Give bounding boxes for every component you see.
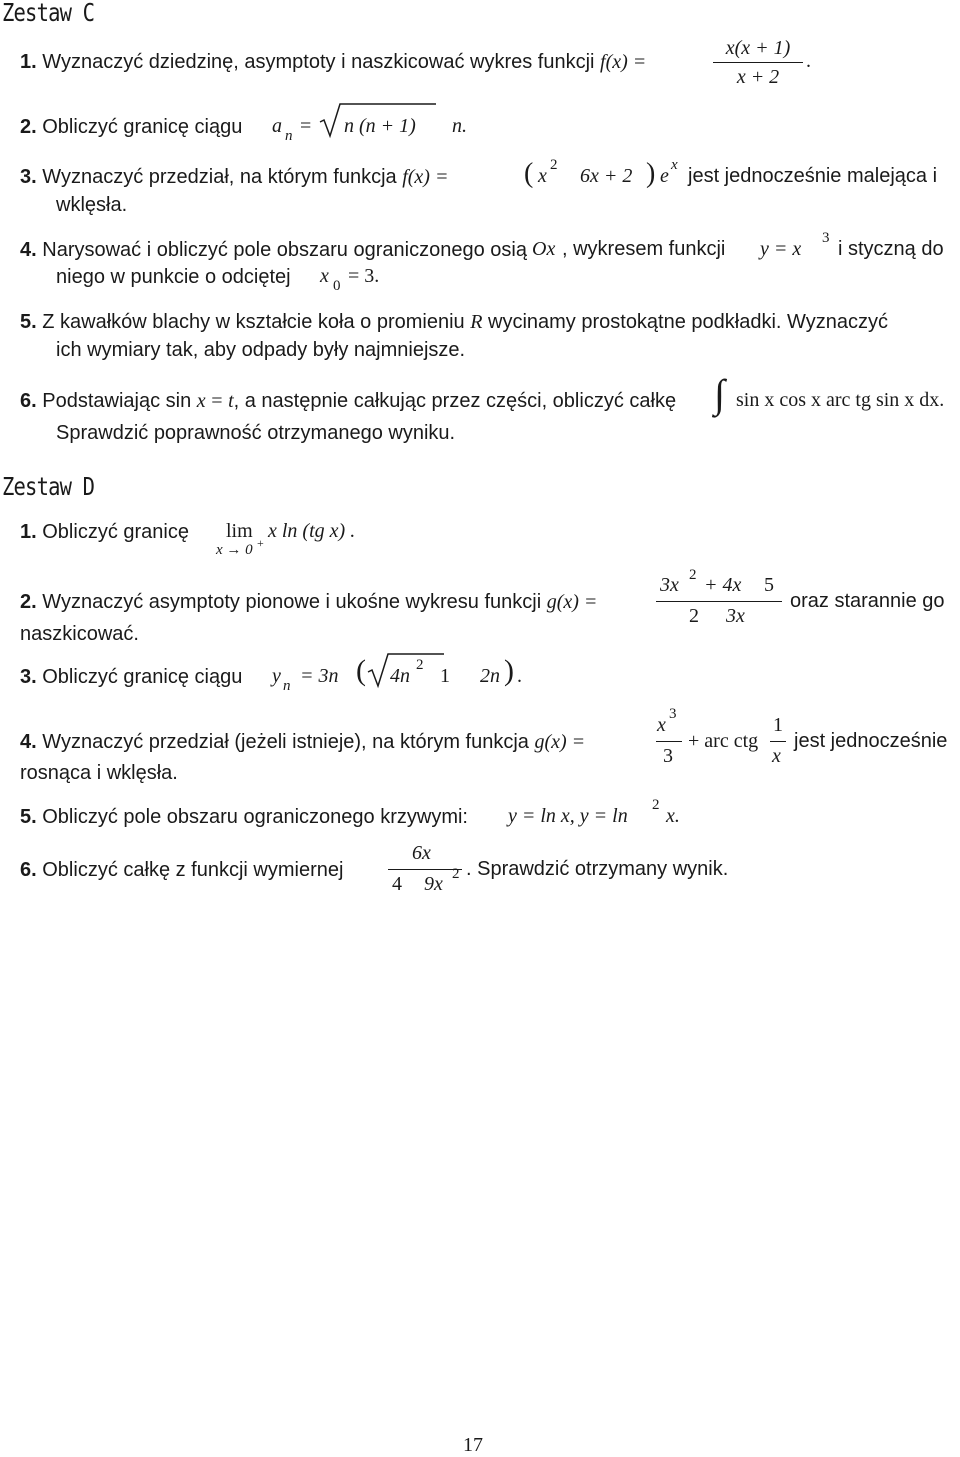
problem-d5 [20, 805, 468, 829]
math-rest: n. [452, 115, 467, 137]
fraction-bar [388, 869, 462, 870]
problem-text: Wyznaczyć przedział (jeżeli istnieje), na którym funkcja [42, 731, 529, 753]
fraction-bar [656, 601, 782, 602]
math-eq: = 3n [300, 665, 339, 687]
fraction-numerator: 1 [773, 714, 783, 736]
problem-text: Z kawałków blachy w kształcie koła o promieniu [42, 311, 465, 333]
math-subscript: n [283, 678, 291, 694]
lim-subscript-sup: + [257, 536, 264, 550]
radicand-tail: 1 [440, 665, 450, 687]
problem-c2 [20, 115, 242, 139]
math-superscript: 3 [669, 706, 677, 722]
problem-d1 [20, 520, 189, 544]
problem-text: Wyznaczyć dziedzinę, asymptoty i naszkicować wykres funkcji [42, 51, 595, 73]
fraction-denominator: x [772, 745, 781, 767]
problem-number: 5. [20, 806, 37, 828]
math-lhs: y [272, 665, 281, 687]
problem-d3 [20, 665, 242, 689]
fraction-numerator: x [657, 714, 666, 736]
math-x: x [538, 165, 547, 187]
math-superscript: 2 [550, 157, 558, 173]
problem-text-line2: wklęsła. [56, 194, 128, 216]
math-superscript: 2 [452, 866, 460, 882]
problem-text-tail: wycinamy prostokątne podkładki. Wyznaczyć [488, 311, 888, 333]
period: . [806, 50, 811, 72]
math-plus-arcctg: + arc ctg [688, 730, 759, 752]
math-eq: = [211, 390, 223, 412]
problem-text: niego w punkcie o odciętej [56, 266, 291, 288]
math-value: = 3. [348, 265, 380, 287]
math-superscript: x [671, 157, 678, 173]
period: . [517, 665, 522, 687]
math-t: t [228, 390, 234, 412]
math-y-eq: y = x [760, 238, 802, 260]
fraction-denominator: x + 2 [736, 66, 780, 88]
problem-text: Narysować i obliczyć pole obszaru ograniczonego osią [42, 239, 527, 261]
math-x: x [196, 390, 206, 412]
problem-d2 [20, 590, 597, 614]
problem-text: Obliczyć granicę ciągu [42, 666, 243, 688]
math-lhs: f(x) = [402, 166, 449, 188]
problem-text-tail: i styczną do [838, 238, 944, 260]
problem-text: Wyznaczyć przedział, na którym funkcja [42, 166, 397, 188]
lim: lim [226, 520, 253, 542]
math-expr: x ln (tg x) . [268, 520, 356, 542]
problem-number: 1. [20, 521, 37, 543]
fraction-bar [713, 62, 803, 63]
problem-text: Obliczyć całkę z funkcji wymiernej [42, 859, 344, 881]
left-paren: ( [356, 654, 366, 687]
lim-subscript: x → 0 [216, 542, 253, 558]
problem-text: Obliczyć granicę ciągu [42, 116, 243, 138]
problem-text: Podstawiając sin [42, 390, 192, 412]
math-curves: x. [666, 805, 680, 827]
math-superscript: 3 [822, 230, 830, 246]
math-lhs: g(x) = [534, 731, 586, 753]
fraction-denominator: 4 [392, 873, 402, 895]
fraction-denominator: 9x [424, 873, 443, 895]
problem-text: Wyznaczyć asymptoty pionowe i ukośne wykresu funkcji [42, 591, 542, 613]
radicand: 4n [390, 665, 410, 687]
problem-c3 [20, 165, 448, 189]
problem-number: 6. [20, 859, 37, 881]
fraction-d4-b [770, 714, 786, 770]
problem-number: 4. [20, 239, 37, 261]
problem-text-line2: Sprawdzić poprawność otrzymanego wyniku. [56, 422, 456, 444]
fraction-d2 [656, 567, 782, 630]
fraction-denominator: 3x [726, 605, 745, 627]
math-lhs: f(x) = [600, 51, 647, 73]
fraction-numerator: 6x [412, 842, 431, 864]
fraction-numerator: 3x [660, 574, 679, 596]
math-e: e [660, 165, 669, 187]
math-subscript: n [285, 128, 293, 144]
integrand: sin x cos x arc tg sin x dx. [736, 389, 945, 411]
math-r: R [470, 311, 483, 333]
problem-text-line2: naszkicować. [20, 623, 139, 645]
problem-text-tail: jest jednocześnie [794, 730, 948, 752]
problem-number: 3. [20, 166, 37, 188]
problem-c1 [20, 50, 646, 74]
heading-set-c: Zestaw C [2, 0, 95, 27]
problem-text-line2: ich wymiary tak, aby odpady były najmniejsze. [56, 339, 466, 361]
problem-text: , wykresem funkcji [562, 238, 726, 260]
problem-d4 [20, 730, 585, 754]
problem-text-tail: oraz starannie go [790, 590, 945, 612]
fraction-bar [770, 741, 786, 742]
heading-set-d: Zestaw D [2, 472, 95, 501]
math-eq: = [300, 115, 312, 137]
problem-d6 [20, 858, 343, 882]
fraction-numerator: 5 [764, 574, 774, 596]
problem-text: , a następnie całkując przez części, obliczyć całkę [233, 390, 677, 412]
problem-number: 2. [20, 116, 37, 138]
problem-number: 1. [20, 51, 37, 73]
math-curves: y = ln x, y = ln [508, 805, 628, 827]
fraction-numerator: x(x + 1) [725, 37, 791, 59]
fraction-numerator: + 4x [704, 574, 742, 596]
fraction-denominator: 2 [689, 605, 699, 627]
fraction-denominator: 3 [663, 745, 673, 767]
page-number: 17 [463, 1434, 483, 1456]
problem-text-tail: jest jednocześnie malejąca i [688, 165, 938, 187]
math-ox: Ox [532, 238, 556, 260]
fraction-d6 [388, 842, 462, 898]
math-expr: 6x + 2 [580, 165, 633, 187]
problem-number: 5. [20, 311, 37, 333]
right-paren: ) [646, 158, 656, 189]
problem-text: Obliczyć granicę [42, 521, 189, 543]
problem-c4 [20, 238, 527, 262]
fraction-d4-a [656, 706, 682, 770]
problem-number: 3. [20, 666, 37, 688]
math-rest: 2n [480, 665, 500, 687]
problem-text: Obliczyć pole obszaru ograniczonego krzywymi: [42, 806, 468, 828]
math-superscript: 2 [652, 797, 660, 813]
problem-c6 [20, 389, 676, 413]
math-superscript: 2 [689, 567, 697, 583]
math-lhs: g(x) = [546, 591, 598, 613]
problem-c5 [20, 310, 888, 334]
problem-number: 4. [20, 731, 37, 753]
integral-sign: ∫ [714, 371, 725, 416]
radicand: n (n + 1) [344, 115, 416, 137]
problem-text-tail: . Sprawdzić otrzymany wynik. [466, 858, 729, 880]
problem-text-line2: rosnąca i wklęsła. [20, 762, 178, 784]
problem-number: 6. [20, 390, 37, 412]
math-subscript: 0 [333, 278, 341, 294]
fraction-c1 [713, 36, 803, 89]
problem-number: 2. [20, 591, 37, 613]
left-paren: ( [524, 158, 534, 189]
math-superscript: 2 [416, 657, 424, 673]
right-paren: ) [504, 654, 514, 687]
math-lhs: a [272, 115, 282, 137]
problem-text-line2 [56, 265, 291, 289]
fraction-bar [656, 741, 682, 742]
math-x0: x [320, 265, 329, 287]
